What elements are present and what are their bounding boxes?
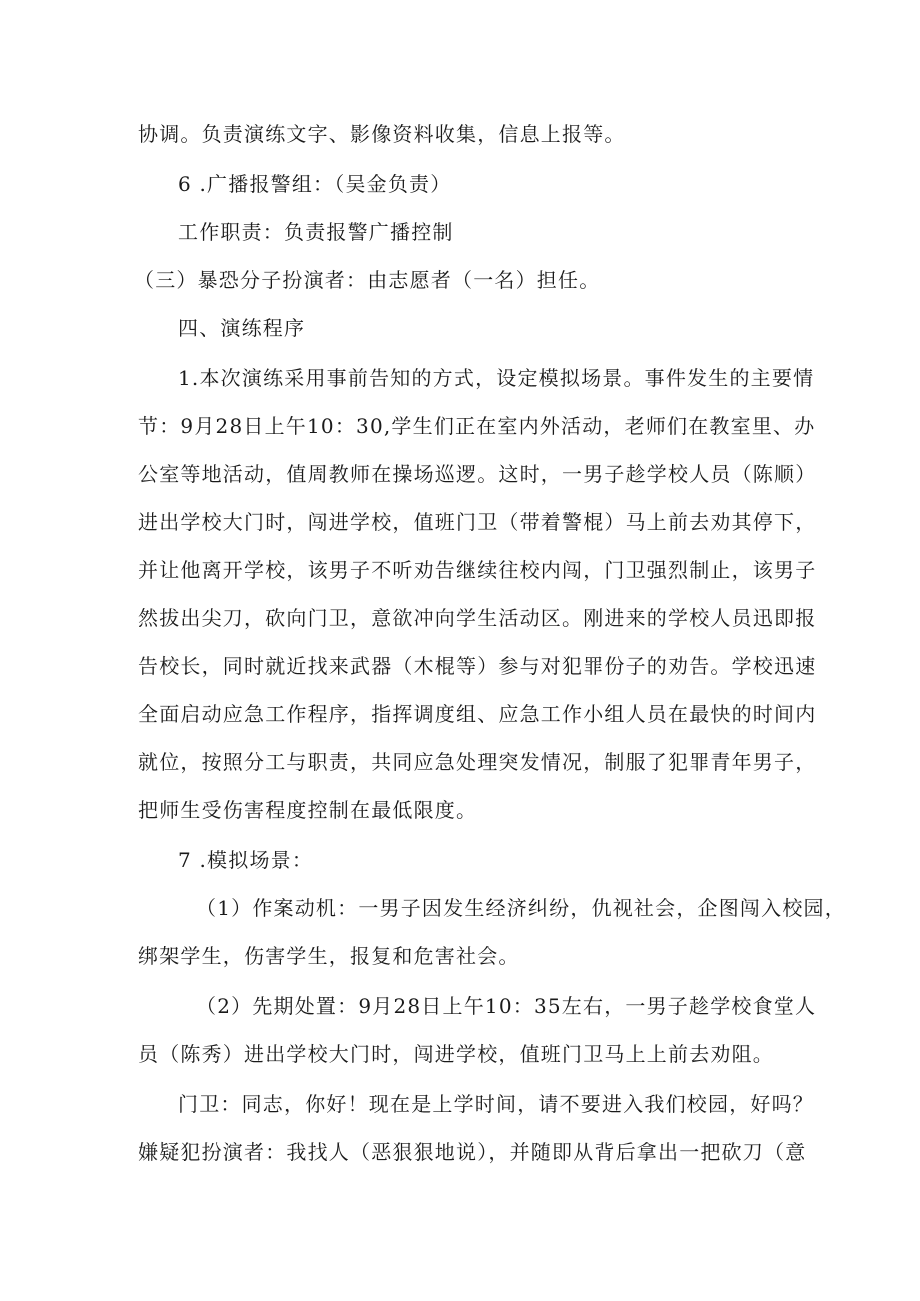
paragraph-line: 工作职责：负责报警广播控制 xyxy=(178,220,454,244)
section-heading: （三）暴恐分子扮演者：由志愿者（一名）担任。 xyxy=(134,268,601,292)
paragraph-line: 节：9月28日上午10：30,学生们正在室内外活动，老师们在教室里、办 xyxy=(138,414,816,438)
section-heading: 6 .广播报警组：（吴金负责） xyxy=(178,172,452,196)
paragraph-line: 公室等地活动，值周教师在操场巡逻。这时，一男子趁学校人员（陈顺） xyxy=(138,462,817,486)
paragraph-line: 把师生受伤害程度控制在最低限度。 xyxy=(138,798,478,822)
paragraph-line: 进出学校大门时，闯进学校，值班门卫（带着警棍）马上前去劝其停下， xyxy=(138,510,817,534)
paragraph-line: 然拔出尖刀，砍向门卫，意欲冲向学生活动区。刚进来的学校人员迅即报 xyxy=(138,606,817,630)
paragraph-line: （1）作案动机：一男子因发生经济纠纷，仇视社会，企图闯入校园， xyxy=(196,896,846,920)
paragraph-line: 绑架学生，伤害学生，报复和危害社会。 xyxy=(138,944,520,968)
paragraph-line: 员（陈秀）进出学校大门时，闯进学校，值班门卫马上上前去劝阻。 xyxy=(138,1042,774,1066)
paragraph-line: 就位，按照分工与职责，共同应急处理突发情况，制服了犯罪青年男子， xyxy=(138,750,817,774)
dialogue-line: 门卫：同志，你好！现在是上学时间，请不要进入我们校园，好吗？ xyxy=(178,1092,814,1116)
section-heading: 四、演练程序 xyxy=(178,316,306,340)
dialogue-line: 嫌疑犯扮演者：我找人（恶狠狠地说），并随即从背后拿出一把砍刀（意 xyxy=(138,1140,807,1164)
paragraph-line: 并让他离开学校，该男子不听劝告继续往校内闯，门卫强烈制止，该男子 xyxy=(138,558,817,582)
paragraph-line: 全面启动应急工作程序，指挥调度组、应急工作小组人员在最快的时间内 xyxy=(138,702,817,726)
paragraph-line: （2）先期处置：9月28日上午10：35左右，一男子趁学校食堂人 xyxy=(196,994,817,1018)
section-heading: 7 .模拟场景： xyxy=(178,848,314,872)
paragraph-line: 协调。负责演练文字、影像资料收集，信息上报等。 xyxy=(138,122,626,146)
paragraph-line: 1.本次演练采用事前告知的方式，设定模拟场景。事件发生的主要情 xyxy=(178,366,815,390)
paragraph-line: 告校长，同时就近找来武器（木棍等）参与对犯罪份子的劝告。学校迅速 xyxy=(138,654,817,678)
